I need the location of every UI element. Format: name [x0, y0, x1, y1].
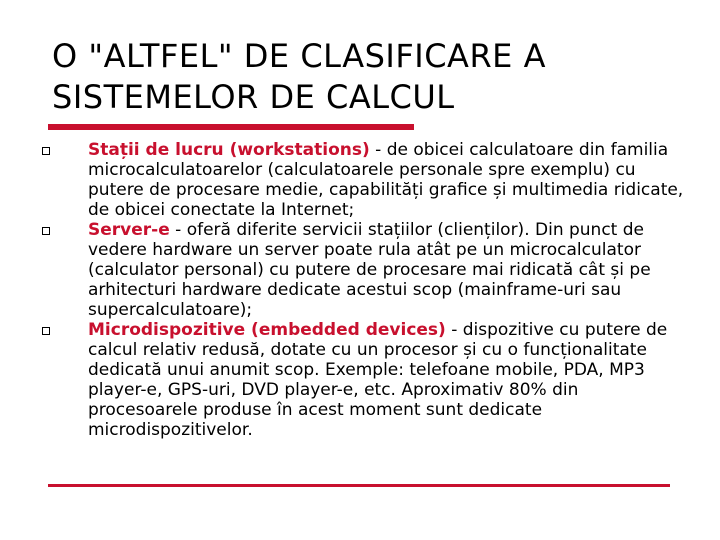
square-bullet-icon — [42, 227, 50, 235]
square-bullet-icon — [42, 327, 50, 335]
item-term: Microdispozitive (embedded devices) — [88, 320, 446, 340]
bottom-divider — [48, 484, 670, 487]
slide-title: O "ALTFEL" DE CLASIFICARE A SISTEMELOR DE CALCUL — [52, 37, 546, 116]
item-description: - oferă diferite servicii stațiilor (clienților). Din punct de vedere hardware un server poate rula atât pe un microcalculator (calculator personal) cu putere de procesare mai ridicată cât și pe arhitecturi hardware dedicate acestui scop (mainframe-uri sau supercalculatoare); — [88, 220, 651, 320]
item-description: - de obicei calculatoare din familia microcalculatoarelor (calculatoarele personale spre exemplu) cu putere de procesare medie, capabilități grafice și multimedia ridicate, de obicei conectate la Internet; — [88, 140, 684, 220]
item-term: Stații de lucru (workstations) — [88, 140, 370, 160]
list-item-embedded — [88, 320, 688, 440]
square-bullet-icon — [42, 147, 50, 155]
bullet-list — [88, 140, 688, 440]
item-description: - dispozitive cu putere de calcul relativ redusă, dotate cu un procesor și cu o funcționalitate dedicată unui anumit scop. Exemple: telefoane mobile, PDA, MP3 player-e, GPS-uri, DVD player-e, etc. Aproximativ 80% din procesoarele produse în acest moment sunt dedicate microdispozitivelor. — [88, 320, 668, 440]
item-term: Server-e — [88, 220, 170, 240]
list-item-servers — [88, 220, 688, 320]
list-item-workstations — [88, 140, 688, 220]
title-underline — [48, 124, 414, 130]
